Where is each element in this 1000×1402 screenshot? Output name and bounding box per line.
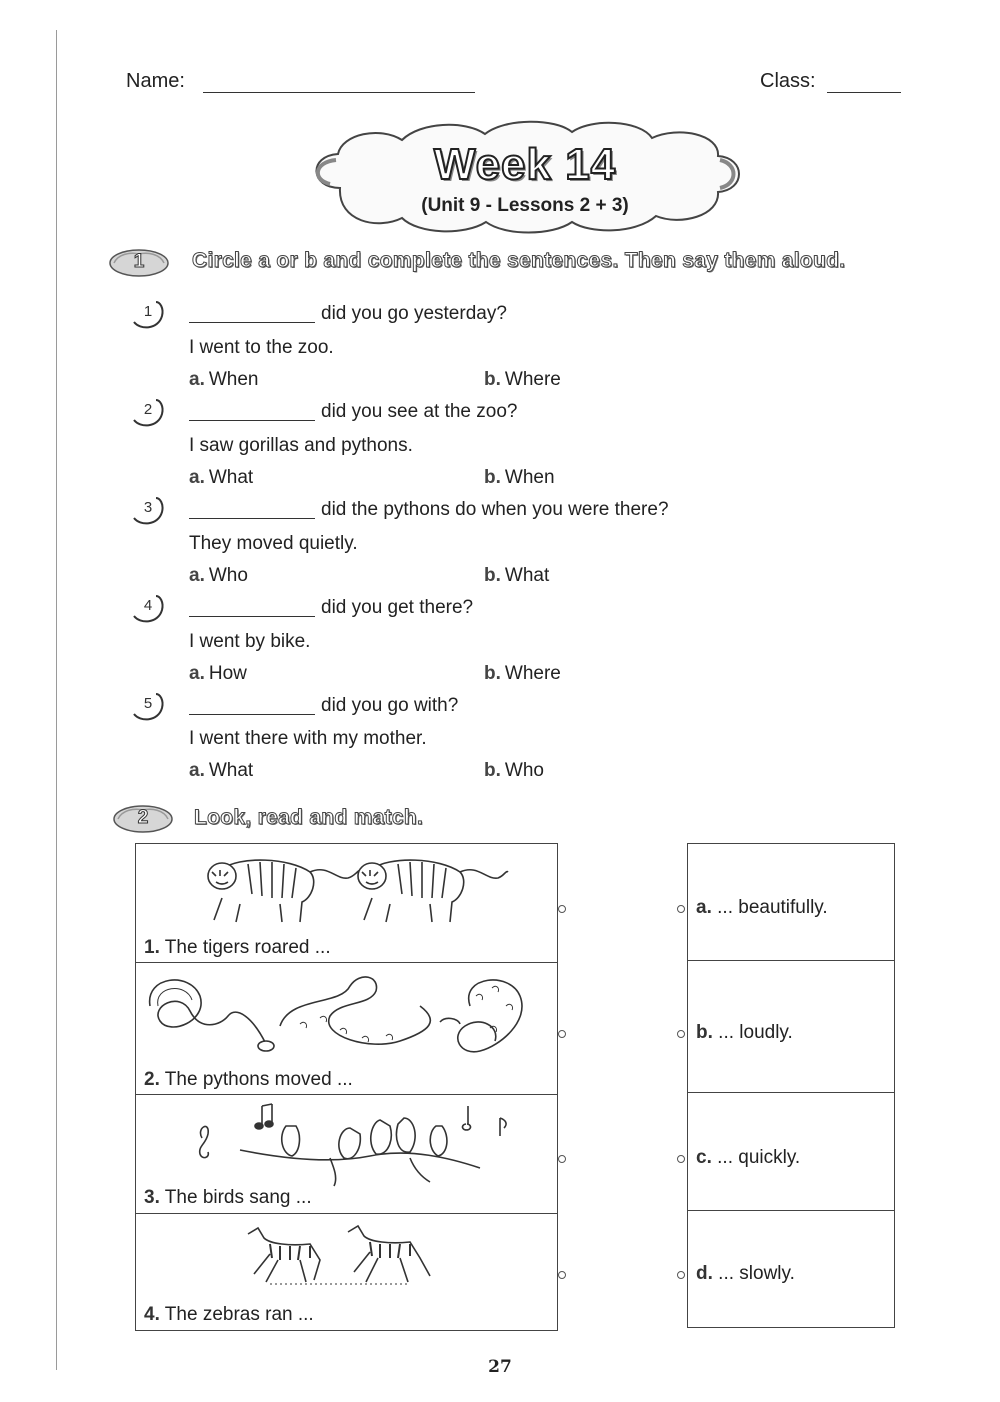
match-left-2: 2. The pythons moved ... — [144, 1069, 353, 1090]
week-title: Week 14 — [433, 140, 617, 189]
question-2-option-b[interactable]: b. When — [484, 467, 555, 488]
question-1-blank[interactable] — [189, 322, 315, 323]
question-5-option-b[interactable]: b. Who — [484, 760, 544, 781]
question-4-blank[interactable] — [189, 616, 315, 617]
question-1-option-a[interactable]: a. When — [189, 369, 259, 390]
question-2-number: 2 — [130, 398, 166, 428]
match-dot-right-b[interactable] — [677, 1030, 685, 1038]
divider — [135, 1094, 558, 1095]
match-right-a: a. ... beautifully. — [696, 897, 828, 918]
question-5-blank[interactable] — [189, 714, 315, 715]
birds-illustration — [190, 1098, 520, 1188]
name-field[interactable] — [203, 92, 475, 93]
question-3-option-b[interactable]: b. What — [484, 565, 550, 586]
question-1-answer: I went to the zoo. — [189, 337, 334, 358]
question-2-text: did you see at the zoo? — [321, 401, 518, 422]
class-label: Class: — [760, 70, 816, 92]
match-right-d: d. ... slowly. — [696, 1263, 795, 1284]
question-5-text: did you go with? — [321, 695, 459, 716]
exercise-1-badge — [108, 248, 170, 278]
divider — [687, 1092, 895, 1093]
page-margin-line — [56, 30, 57, 1370]
match-right-b: b. ... loudly. — [696, 1022, 793, 1043]
match-dot-right-c[interactable] — [677, 1155, 685, 1163]
exercise-2-badge — [112, 804, 174, 834]
question-3-text: did the pythons do when you were there? — [321, 499, 669, 520]
question-1-number: 1 — [130, 300, 166, 330]
question-4-option-a[interactable]: a. How — [189, 663, 247, 684]
question-2-option-a[interactable]: a. What — [189, 467, 254, 488]
divider — [135, 962, 558, 963]
question-3-option-a[interactable]: a. Who — [189, 565, 248, 586]
class-field[interactable] — [827, 92, 901, 93]
page-number: 27 — [488, 1357, 512, 1377]
question-5-answer: I went there with my mother. — [189, 728, 427, 749]
question-2-answer: I saw gorillas and pythons. — [189, 435, 413, 456]
question-4-option-b[interactable]: b. Where — [484, 663, 561, 684]
question-4-number: 4 — [130, 594, 166, 624]
exercise-1-instruction: Circle a or b and complete the sentences. Then say them aloud. — [192, 249, 846, 272]
question-4-text: did you get there? — [321, 597, 474, 618]
question-4-answer: I went by bike. — [189, 631, 311, 652]
question-5-option-a[interactable]: a. What — [189, 760, 254, 781]
question-1-text: did you go yesterday? — [321, 303, 507, 324]
match-dot-left-4[interactable] — [558, 1271, 566, 1279]
match-left-4: 4. The zebras ran ... — [144, 1304, 314, 1325]
match-right-c: c. ... quickly. — [696, 1147, 801, 1168]
match-left-3: 3. The birds sang ... — [144, 1187, 312, 1208]
match-dot-left-3[interactable] — [558, 1155, 566, 1163]
name-label: Name: — [126, 70, 185, 92]
divider — [687, 960, 895, 961]
exercise-2-number: 2 — [137, 807, 149, 828]
exercise-2-instruction: Look, read and match. — [194, 806, 424, 829]
pythons-illustration — [140, 966, 550, 1064]
exercise-1-number: 1 — [133, 251, 145, 272]
tigers-illustration — [200, 850, 510, 930]
question-3-number: 3 — [130, 496, 166, 526]
match-left-1: 1. The tigers roared ... — [144, 937, 331, 958]
unit-subtitle: (Unit 9 - Lessons 2 + 3) — [421, 195, 629, 216]
match-dot-right-a[interactable] — [677, 905, 685, 913]
match-dot-left-1[interactable] — [558, 905, 566, 913]
question-3-answer: They moved quietly. — [189, 533, 358, 554]
question-5-number: 5 — [130, 692, 166, 722]
zebras-illustration — [240, 1220, 440, 1292]
question-2-blank[interactable] — [189, 420, 315, 421]
match-dot-right-d[interactable] — [677, 1271, 685, 1279]
divider — [135, 1213, 558, 1214]
divider — [687, 1210, 895, 1211]
match-dot-left-2[interactable] — [558, 1030, 566, 1038]
question-3-blank[interactable] — [189, 518, 315, 519]
question-1-option-b[interactable]: b. Where — [484, 369, 561, 390]
